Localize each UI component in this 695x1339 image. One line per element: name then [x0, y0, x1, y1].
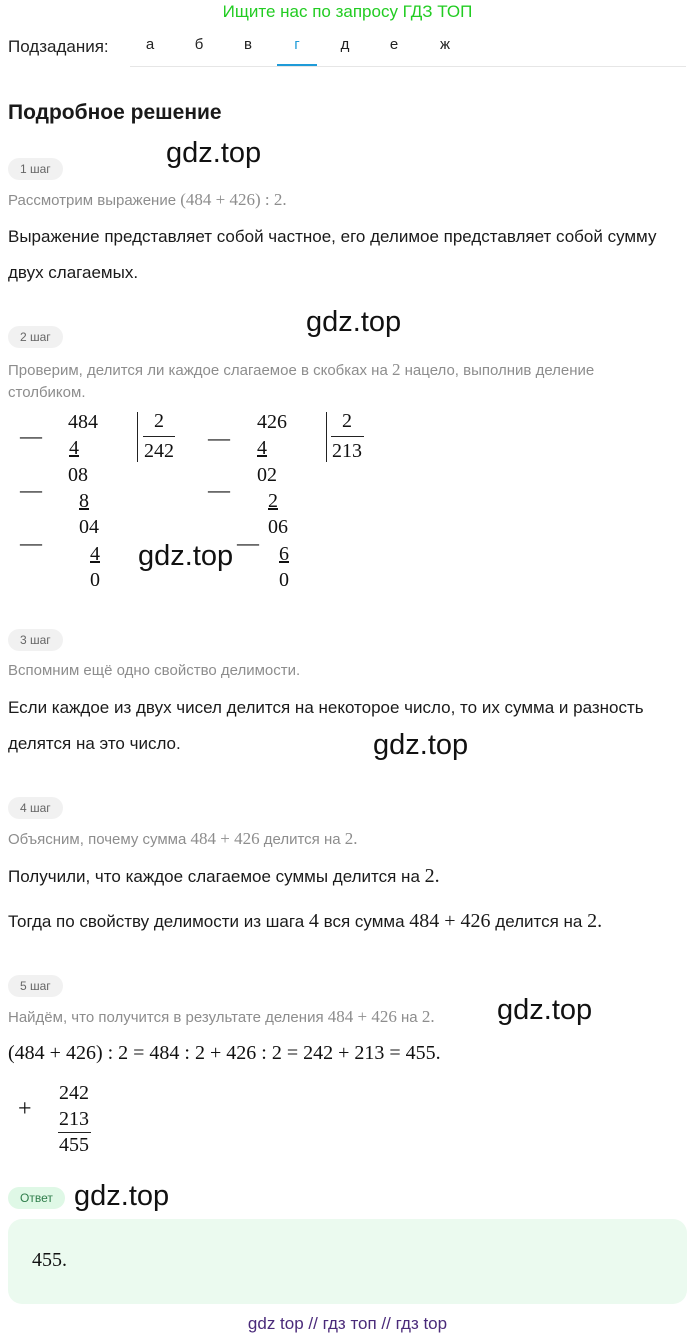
subtrahend: 2 — [268, 490, 278, 512]
step-text: Если каждое из двух чисел делится на некоторое число, то их сумма и разность делятся на это число. — [8, 698, 644, 753]
remainder: 08 — [68, 464, 88, 486]
division-line — [331, 436, 364, 437]
step-intro-text: столбиком. — [8, 384, 86, 401]
division-bar — [137, 412, 138, 462]
watermark: gdz.top — [497, 994, 593, 1026]
step-intro-math: 2. — [344, 829, 358, 848]
step-text — [8, 903, 602, 940]
page-title: Подробное решение — [8, 101, 222, 124]
minus-sign: — — [208, 477, 230, 502]
step-text — [8, 858, 440, 895]
step-badge: 3 шаг — [8, 629, 63, 651]
step-intro-math: 2. — [421, 1007, 435, 1026]
step-intro-text: на — [401, 1009, 418, 1026]
final-remainder: 0 — [90, 569, 100, 591]
step-intro-text: Рассмотрим выражение — [8, 192, 177, 209]
division-line — [143, 436, 175, 437]
subtrahend: 4 — [90, 543, 100, 565]
step-badge: 2 шаг — [8, 326, 63, 348]
step-text-math: 4 — [308, 910, 319, 932]
sum: 455 — [59, 1134, 89, 1156]
subtrahend: 6 — [279, 543, 289, 565]
divisor: 2 — [154, 410, 164, 432]
answer-value: 455. — [32, 1249, 67, 1271]
subtrahend: 4 — [257, 437, 267, 459]
step-intro-math: 2 — [391, 360, 401, 379]
step-intro-math: (484 + 426) : 2. — [180, 190, 287, 209]
step-text-math: 2. — [424, 865, 440, 887]
dividend: 484 — [68, 411, 98, 433]
tab-b[interactable]: б — [194, 36, 204, 53]
step-intro-text: Объясним, почему сумма — [8, 831, 187, 848]
step-badge: 5 шаг — [8, 975, 63, 997]
watermark: gdz.top — [373, 729, 469, 761]
minus-sign: — — [20, 477, 42, 502]
remainder: 06 — [268, 516, 288, 538]
step-intro-text: нацело, выполнив деление — [404, 362, 595, 379]
minus-sign: — — [208, 425, 230, 450]
subtrahend: 4 — [69, 437, 79, 459]
step-intro-text: Проверим, делится ли каждое слагаемое в скобках на — [8, 362, 388, 379]
minus-sign: — — [20, 530, 42, 555]
step-text: Выражение представляет собой частное, его делимое представляет собой сумму двух слагаемых. — [8, 227, 657, 282]
footer-links[interactable]: gdz top // гдз топ // гдз top — [247, 1314, 448, 1333]
step-intro: Вспомним ещё одно свойство делимости. — [8, 662, 301, 679]
subtasks-label: Подзадания: — [8, 37, 109, 56]
step-badge: 1 шаг — [8, 158, 63, 180]
quotient: 242 — [144, 440, 174, 462]
remainder: 02 — [257, 464, 277, 486]
promo-text: Ищите нас по запросу ГДЗ ТОП — [222, 2, 473, 21]
addend: 213 — [59, 1108, 89, 1130]
tab-d[interactable]: д — [340, 36, 350, 53]
tab-v[interactable]: в — [244, 36, 252, 53]
step-intro — [8, 190, 287, 210]
tab-a[interactable]: а — [145, 36, 155, 53]
answer-badge: Ответ — [8, 1187, 65, 1209]
step-text-math: 484 + 426 — [409, 910, 491, 932]
equation: (484 + 426) : 2 = 484 : 2 + 426 : 2 = 242 + 213 = 455. — [8, 1042, 441, 1064]
watermark: gdz.top — [306, 306, 402, 338]
remainder: 04 — [79, 516, 99, 538]
step-intro — [8, 1007, 435, 1027]
subtrahend: 8 — [79, 490, 89, 512]
answer-box — [8, 1219, 687, 1304]
step-intro — [8, 829, 358, 849]
division-bar — [326, 412, 327, 462]
tab-g[interactable]: г — [277, 36, 317, 66]
divisor: 2 — [342, 410, 352, 432]
step-badge: 4 шаг — [8, 797, 63, 819]
subtask-tabs — [130, 30, 686, 67]
step-text-part: Получили, что каждое слагаемое суммы делится на — [8, 867, 420, 886]
step-text-part: Тогда по свойству делимости из шага — [8, 912, 305, 931]
quotient: 213 — [332, 440, 362, 462]
step-text-math: 2. — [587, 910, 603, 932]
plus-sign: + — [18, 1096, 32, 1122]
minus-sign: — — [20, 423, 42, 448]
step-intro-math: 484 + 426 — [190, 829, 260, 848]
step-intro-math: 484 + 426 — [327, 1007, 397, 1026]
watermark: gdz.top — [74, 1180, 170, 1212]
step-intro-text: Найдём, что получится в результате деления — [8, 1009, 324, 1026]
watermark: gdz.top — [166, 137, 262, 169]
tab-e[interactable]: е — [389, 36, 399, 53]
dividend: 426 — [257, 411, 287, 433]
tab-zh[interactable]: ж — [439, 36, 451, 53]
step-intro-text: делится на — [263, 831, 341, 848]
step-intro — [8, 359, 678, 404]
step-text-part: делится на — [495, 912, 583, 931]
addend: 242 — [59, 1082, 89, 1104]
watermark: gdz.top — [138, 540, 234, 572]
minus-sign: — — [237, 530, 259, 555]
final-remainder: 0 — [279, 569, 289, 591]
sum-line — [58, 1132, 91, 1133]
step-text-part: вся сумма — [323, 912, 405, 931]
